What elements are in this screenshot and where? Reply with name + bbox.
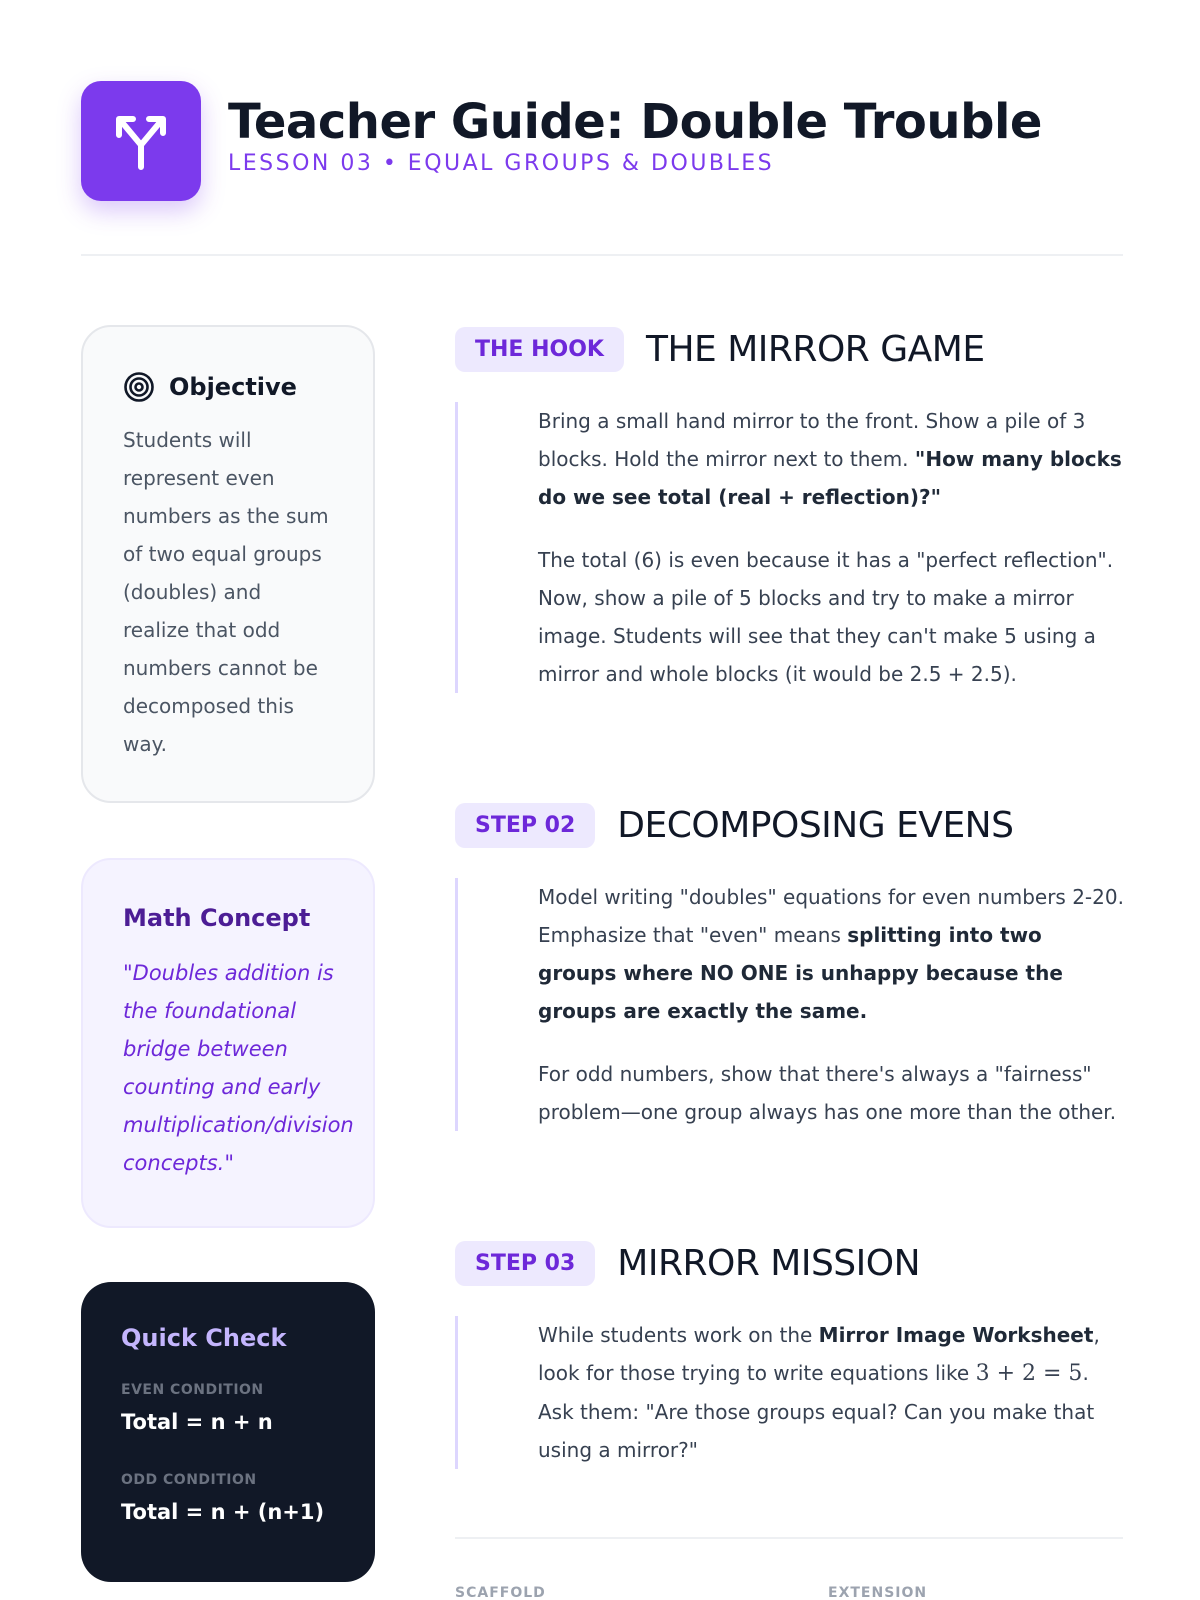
math-equation: 3 + 2 = 5 — [975, 1361, 1083, 1386]
worksheet-name: Mirror Image Worksheet — [818, 1323, 1094, 1347]
header-divider — [81, 254, 1123, 256]
section-paragraph — [538, 402, 1125, 516]
paragraph-text: Model writing "doubles" equations for even numbers 2-20. Emphasize that "even" means — [538, 885, 1124, 947]
target-icon — [123, 371, 155, 403]
even-condition-formula: Total = n + n — [121, 1410, 273, 1434]
lesson-logo — [81, 81, 201, 201]
odd-condition-label: ODD CONDITION — [121, 1472, 257, 1488]
math-concept-card — [81, 858, 375, 1228]
lesson-subtitle: LESSON 03 • EQUAL GROUPS & DOUBLES — [228, 151, 775, 176]
section-step-03 — [455, 1241, 1125, 1469]
section-paragraph: The total (6) is even because it has a "perfect reflection". Now, show a pile of 5 blocks and try to make a mirror image. Students will see that they can't make 5 using a mirror and whole blocks (it would be 2.5 + 2.5). — [538, 548, 1114, 686]
section-title: MIRROR MISSION — [617, 1243, 921, 1284]
section-body — [455, 402, 1125, 693]
page-title: Teacher Guide: Double Trouble — [228, 94, 1042, 150]
step-badge: THE HOOK — [455, 327, 624, 372]
extension-label: EXTENSION — [828, 1585, 928, 1600]
paragraph-text: Bring a small hand mirror to the front. Show a pile of 3 blocks. Hold the mirror next to them. — [538, 409, 1086, 471]
section-paragraph: For odd numbers, show that there's always a "fairness" problem—one group always has one more than the other. — [538, 1062, 1117, 1124]
objective-title: Objective — [169, 373, 297, 401]
section-paragraph — [538, 1316, 1125, 1469]
section-body — [455, 1316, 1125, 1469]
objective-card — [81, 325, 375, 803]
paragraph-emphasis: splitting into two groups where NO ONE is unhappy because the groups are exactly the same. — [538, 923, 1063, 1023]
paragraph-text: . Ask them: "Are those groups equal? Can you make that using a mirror?" — [538, 1361, 1095, 1462]
quick-check-card — [81, 1282, 375, 1582]
odd-condition-formula: Total = n + (n+1) — [121, 1500, 325, 1524]
page-header — [81, 81, 1042, 201]
step-badge: STEP 03 — [455, 1241, 595, 1286]
even-condition-label: EVEN CONDITION — [121, 1382, 264, 1398]
section-step-02 — [455, 803, 1125, 1131]
paragraph-text: While students work on the — [538, 1323, 819, 1347]
paragraph-emphasis: "How many blocks do we see total (real + reflection)?" — [538, 447, 1122, 509]
concept-quote: "Doubles addition is the foundational bridge between counting and early multiplication/division concepts." — [123, 961, 354, 1175]
scaffold-label: SCAFFOLD — [455, 1585, 546, 1600]
paragraph-text: , look for those trying to write equations like — [538, 1323, 1100, 1385]
content-divider — [455, 1537, 1123, 1539]
concept-title: Math Concept — [123, 904, 311, 932]
objective-text: Students will represent even numbers as the sum of two equal groups (doubles) and realize that odd numbers cannot be decomposed this way. — [123, 428, 329, 756]
quick-check-title: Quick Check — [121, 1324, 287, 1352]
section-title: THE MIRROR GAME — [645, 329, 985, 370]
step-badge: STEP 02 — [455, 803, 595, 848]
section-body — [455, 878, 1125, 1131]
section-title: DECOMPOSING EVENS — [617, 805, 1014, 846]
section-hook — [455, 327, 1125, 693]
section-paragraph — [538, 878, 1125, 1030]
fork-arrows-icon — [111, 109, 171, 173]
